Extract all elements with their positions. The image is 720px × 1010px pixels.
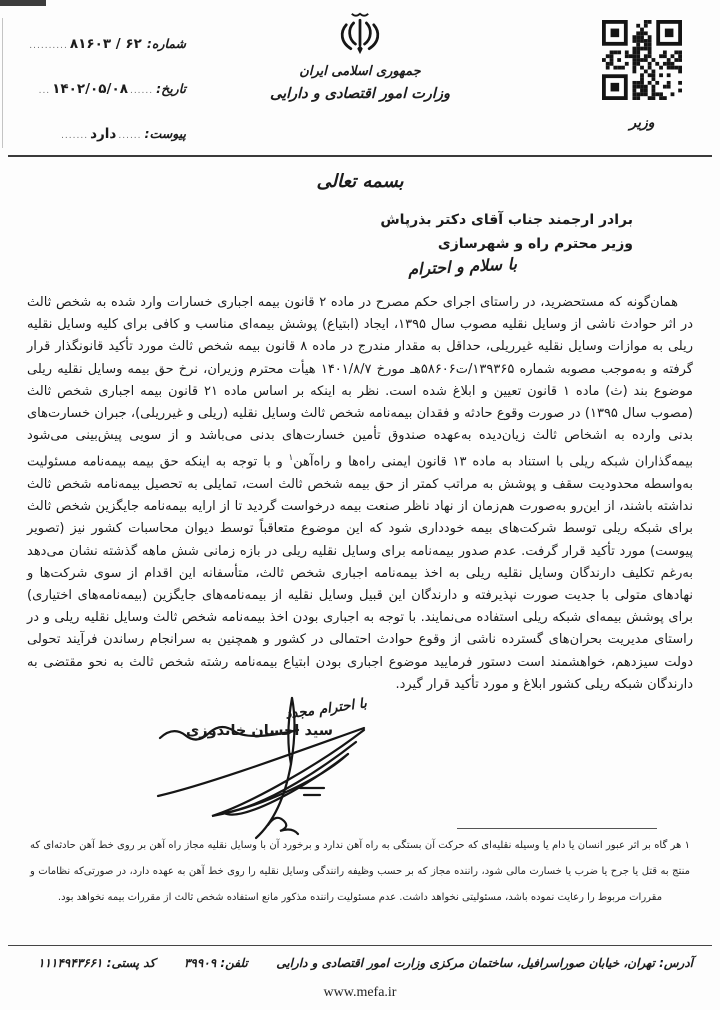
- iran-emblem-icon: [338, 43, 382, 62]
- letter-body-paragraph: [27, 292, 693, 696]
- body-text-part2: و با توجه به اینکه حق بیمه بیمه‌نامه مسئولیت به‌واسطه محدودیت سقف و پوشش به مراتب کمتر از حق بیمه شخص ثالث است، تمایلی به تحصیل بیمه‌نامه شخص ثالث نداشته باشند، از این‌رو به‌صورت هم‌زمان از نهاد ناظر صنعت بیمه درخواست گردید تا از ارایه بیمه‌نامه جایگزین شخص ثالث برای شبکه ریلی توسط شرکت‌های بیمه خودداری شود که این موضوع متعاقباً توسط دیوان محاسبات کشور نیز (تصویر پیوست) مورد تأکید قرار گرفت. عدم صدور بیمه‌نامه برای وسایل نقلیه ریلی در بازه زمانی شش ماهه گذشته نشان می‌دهد به‌رغم تکلیف دارندگان وسایل نقلیه ریلی به اخذ بیمه‌نامه اجباری شخص ثالث، متأسفانه این اقدام از سوی شرکت‌ها و نهادهای متولی با جدیت صورت نپذیرفته و دارندگان این قبیل وسایل نقلیه از بیمه‌نامه‌های جایگزین (بیمه‌نامه‌های اختیاری) برای پوشش بیمه‌ای شبکه ریلی استفاده می‌نمایند. با توجه به اجباری بودن اخذ بیمه‌نامه شخص ثالث وسایل نقلیه ریلی و در راستای مدیریت بحران‌های گسترده ناشی از وقوع حوادث احتمالی در کشور و همچنین به سرانجام رساندن فرآیند تحولی دولت سیزدهم، خواهشمند است دستور فرمایید موضوع اجباری بودن ابتیاع بیمه‌نامه رشته شخص ثالث به نحو مقتضی به دارندگان شبکه ریلی کشور ابلاغ و مورد تأکید قرار گیرد.: [27, 454, 693, 692]
- footer-address: آدرس: تهران، خیابان صوراسرافیل، ساختمان مرکزی وزارت امور اقتصادی و دارایی: [276, 956, 693, 970]
- recipient-title: وزیر محترم راه و شهرسازی: [437, 236, 633, 252]
- signature-scribble-icon: [150, 692, 385, 846]
- letter-date-row: [10, 81, 186, 103]
- letterhead-center: [265, 10, 455, 102]
- footer-contact-row: [38, 956, 693, 970]
- footnote-reference: ۱: [288, 453, 294, 464]
- footnote-marker: ۱: [684, 840, 690, 851]
- body-text-part1: همان‌گونه که مستحضرید، در راستای اجرای حکم مصرح در ماده ۲ قانون بیمه اجباری خسارات وارد شده به شخص ثالث در اثر حوادث ناشی از وسایل نقلیه مصوب سال ۱۳۹۵، ایجاد (ابتیاع) پوشش بیمه‌ای مناسب و کافی برای کلیه وسایل نقلیه ریلی به موازات وسایل نقلیه غیرریلی، حداقل به مقدار مندرج در ماده ۸ قانون بیمه شخص ثالث مورد تأکید قانونگذار قرار گرفته و به‌موجب مصوبه شماره ۱۳۹۳۶۵/ت۵۸۶۰۶هـ مورخ ۱۴۰۱/۸/۷ هیأت محترم وزیران، نرخ حق بیمه وسایل نقلیه ریلی موضوع بند (ث) ماده ۱ قانون تعیین و ابلاغ شده است. نظر به اینکه بر اساس ماده ۲۱ قانون بیمه اجباری شخص ثالث (مصوب سال ۱۳۹۵) در صورت وقوع حادثه و فقدان بیمه‌نامه شخص ثالث وسایل نقلیه (ریلی و غیرریلی)، جبران خسارت‌های بدنی وارده به اشخاص ثالث زیان‌دیده به‌عهده صندوق تأمین خسارت‌های بدنی می‌باشد و از سویی پیش‌بینی می‌شود بیمه‌گذاران شبکه ریلی با استناد به ماده ۱۳ قانون ایمنی راه‌ها و راه‌آهن: [27, 295, 694, 470]
- letter-date-label: تاریخ:: [156, 81, 186, 96]
- scan-corner-artifact: [0, 0, 46, 6]
- letter-number-value: ۶۲ / ۸۱۶۰۳: [69, 36, 142, 52]
- letter-attachment-row: [10, 126, 186, 148]
- letter-number-row: [10, 36, 186, 58]
- letter-date-value: ۱۴۰۲/۰۵/۰۸: [52, 81, 128, 97]
- recipient-block: [380, 208, 633, 256]
- handwritten-closing: با احترام مجدد: [284, 695, 368, 723]
- dotted-leader: ......: [118, 131, 142, 141]
- letter-number-label: شماره:: [146, 36, 186, 51]
- footer-postal-code: کد پستی: ۱۱۱۴۹۴۳۶۶۱: [38, 956, 156, 970]
- footer-website-link[interactable]: www.mefa.ir: [323, 985, 397, 1000]
- dotted-leader: ......: [129, 86, 154, 96]
- header-divider: [8, 155, 712, 157]
- footnote-text: [30, 833, 690, 911]
- dotted-leader: ...: [38, 86, 51, 96]
- country-name: جمهوری اسلامی ایران: [299, 64, 421, 79]
- dotted-leader: .......: [61, 131, 89, 141]
- bismillah-calligraphy: بسمه تعالی: [316, 171, 404, 192]
- letter-attachment-value: دارد: [90, 126, 117, 142]
- letter-meta-block: [10, 36, 186, 171]
- footer-phone: تلفن: ۳۹۹۰۹: [183, 956, 248, 970]
- recipient-name: برادر ارجمند جناب آقای دکتر بذرپاش: [380, 212, 633, 228]
- footer-divider: [8, 945, 712, 946]
- qr-code-icon: [598, 20, 686, 100]
- dotted-leader: ..........: [29, 41, 68, 51]
- signer-name: سید احسان خاندوزی: [185, 723, 333, 739]
- letter-attachment-label: پیوست:: [144, 126, 186, 141]
- ministry-name: وزارت امور اقتصادی و دارایی: [270, 86, 450, 102]
- signer-title: وزیر: [629, 115, 655, 131]
- footnote-divider: [457, 828, 657, 829]
- footnote-body: هر گاه بر اثر عبور انسان یا دام یا وسیله نقلیه‌ای که حرکت آن بستگی به راه آهن ندارد و برخورد آن با وسایل نقلیه مجاز راه آهن بر روی خط آهن حادثه‌ای که منتج به قتل یا جرح یا ضرب یا خسارت مالی شود، راننده مجاز که بر حسب وظیفه رانندگی وسایل نقلیه را روی خط آهن به عهده دارد، در صورتی‌که نظامات و مقررات مربوط را رعایت نموده باشد، مسئولیتی نخواهد داشت. عدم مسئولیت راننده مذکور مانع استفاده شخص ثالث از مقررات بیمه نخواهد بود.: [30, 840, 690, 903]
- handwritten-salutation: با سلام و احترام: [407, 254, 518, 279]
- letterhead-left: [598, 20, 686, 131]
- signature-block: [150, 692, 385, 842]
- scan-edge-line: [2, 18, 3, 148]
